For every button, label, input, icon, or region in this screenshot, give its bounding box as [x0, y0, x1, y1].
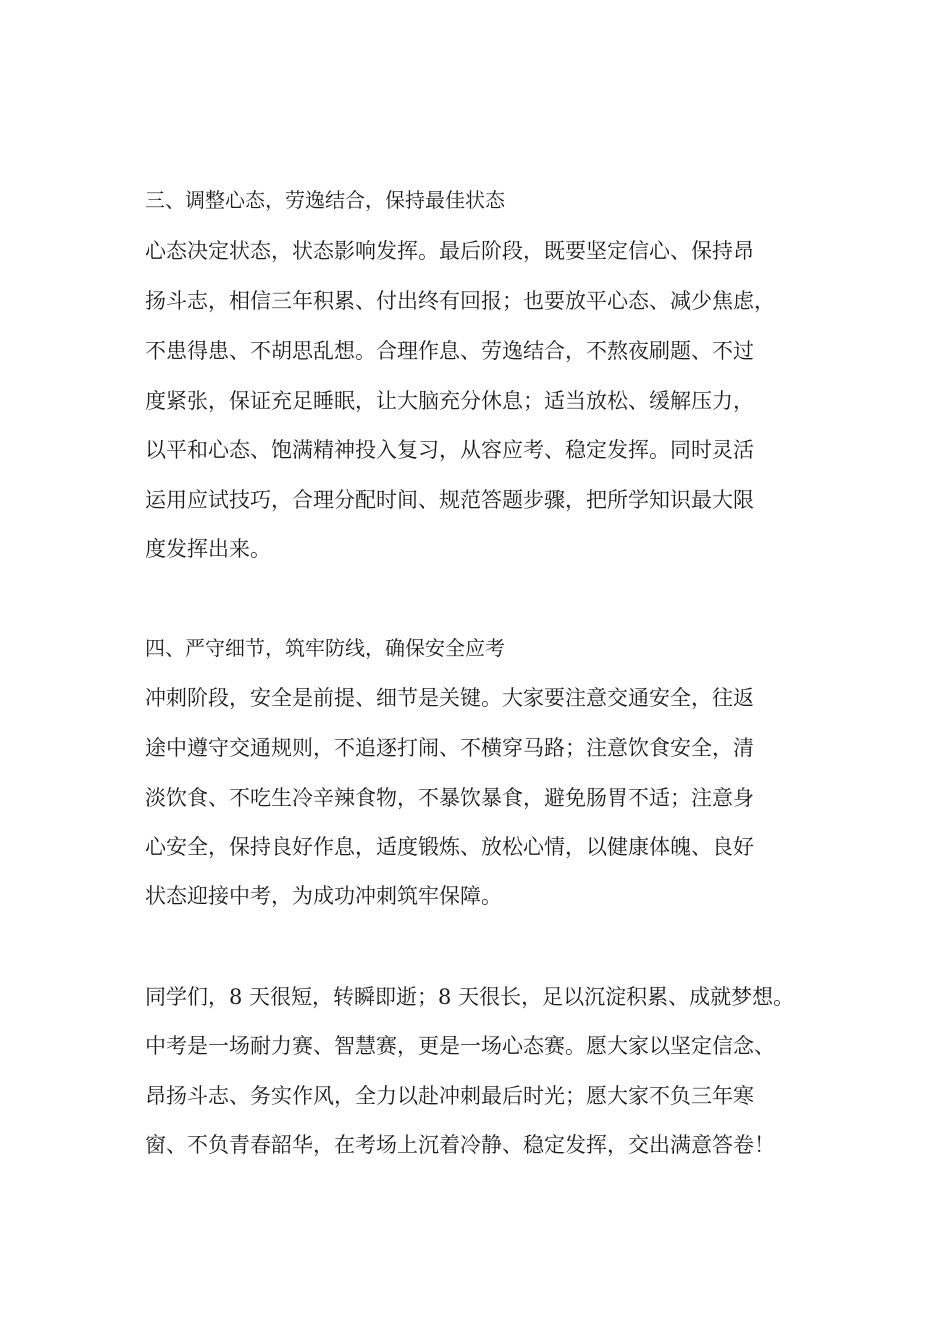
closing-line: 昂扬斗志、务实作风，全力以赴冲刺最后时光；愿大家不负三年寒 — [145, 1084, 754, 1108]
closing-line: 窗、不负青春韶华，在考场上沉着冷静、稳定发挥，交出满意答卷！ — [145, 1133, 775, 1157]
closing-line: 中考是一场耐力赛、智慧赛，更是一场心态赛。愿大家以坚定信念、 — [145, 1034, 775, 1058]
section-heading-3: 三、调整心态，劳逸结合，保持最佳状态 — [145, 188, 505, 212]
section-heading-4: 四、严守细节，筑牢防线，确保安全应考 — [145, 636, 505, 660]
paragraph-line: 心态决定状态，状态影响发挥。最后阶段，既要坚定信心、保持昂 — [145, 239, 754, 263]
paragraph-line: 度紧张，保证充足睡眠，让大脑充分休息；适当放松、缓解压力， — [145, 389, 754, 413]
paragraph-line: 度发挥出来。 — [145, 537, 271, 561]
paragraph-line: 心安全，保持良好作息，适度锻炼、放松心情，以健康体魄、良好 — [145, 835, 754, 859]
closing-line: 同学们，8 天很短，转瞬即逝；8 天很长，足以沉淀积累、成就梦想。 — [145, 985, 795, 1009]
paragraph-line: 途中遵守交通规则，不追逐打闹、不横穿马路；注意饮食安全，清 — [145, 736, 754, 760]
paragraph-line: 状态迎接中考，为成功冲刺筑牢保障。 — [145, 884, 502, 908]
paragraph-line: 以平和心态、饱满精神投入复习，从容应考、稳定发挥。同时灵活 — [145, 438, 754, 462]
paragraph-line: 冲刺阶段，安全是前提、细节是关键。大家要注意交通安全，往返 — [145, 686, 754, 710]
paragraph-line: 扬斗志，相信三年积累、付出终有回报；也要放平心态、减少焦虑， — [145, 289, 775, 313]
paragraph-line: 淡饮食、不吃生冷辛辣食物，不暴饮暴食，避免肠胃不适；注意身 — [145, 786, 754, 810]
paragraph-line: 运用应试技巧，合理分配时间、规范答题步骤，把所学知识最大限 — [145, 488, 754, 512]
paragraph-line: 不患得患、不胡思乱想。合理作息、劳逸结合，不熬夜刷题、不过 — [145, 339, 754, 363]
